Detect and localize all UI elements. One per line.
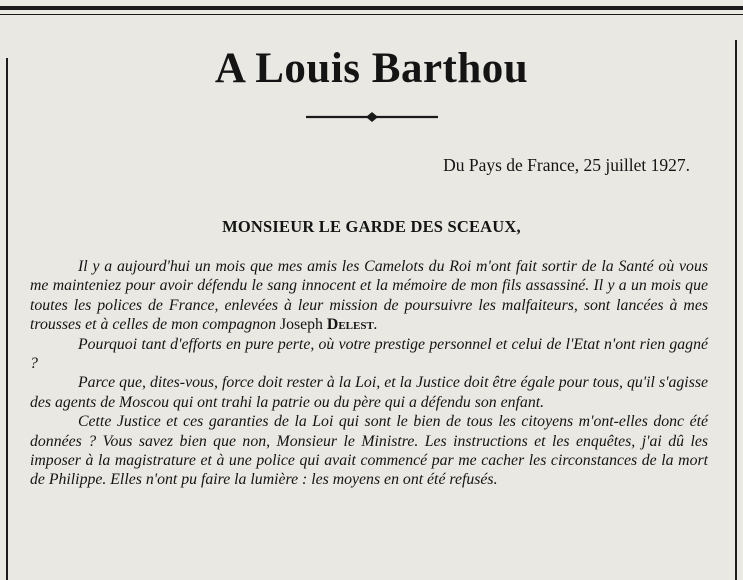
top-border-thick bbox=[0, 6, 743, 10]
person-first-name: Joseph bbox=[279, 316, 323, 334]
ornament-divider-icon bbox=[306, 110, 438, 124]
left-column-rule bbox=[6, 58, 8, 580]
top-border-thin bbox=[0, 14, 743, 15]
article-title: A Louis Barthou bbox=[214, 45, 529, 92]
paragraph-2: Pourquoi tant d'efforts en pure perte, où votre prestige personnel et celui de l'Etat n'ont rien gagné ? bbox=[30, 335, 708, 373]
right-column-rule bbox=[735, 40, 737, 580]
salutation: MONSIEUR LE GARDE DES SCEAUX, bbox=[222, 217, 521, 236]
paragraph-1-text: Il y a aujourd'hui un mois que mes amis les Camelots du Roi m'ont fait sortir de la Santé où vous me mainteniez pour avoir défendu le sang innocent et la mémoire de mon fils assassiné. Il y a un mois que toutes les polices de France, enlevées à leur mission de poursuivre les malfaiteurs, sont lancées à mes trousses et à celles de mon compagnon bbox=[30, 258, 708, 334]
paragraph-1-end: . bbox=[373, 316, 378, 334]
paragraph-1 bbox=[30, 257, 708, 335]
person-name bbox=[280, 316, 374, 333]
paragraph-3: Parce que, dites-vous, force doit rester à la Loi, et la Justice doit être égale pour tous, qu'il s'agisse des agents de Moscou qui ont trahi la patrie ou du père qui a défendu son enfant. bbox=[30, 374, 708, 411]
dateline: Du Pays de France, 25 juillet 1927. bbox=[443, 155, 690, 175]
paragraph-4: Cette Justice et ces garanties de la Loi qui sont le bien de tous les citoyens m'ont-elles donc été données ? Vous savez bien que non, Monsieur le Ministre. Les instructions et les enquêtes, j'ai dû les imposer à la magistrature et à une police qui avait commencé par me cacher les circonstances de la mort de Philippe. Elles n'ont pu faire la lumière : les moyens en ont été refusés. bbox=[30, 413, 708, 489]
letter-body bbox=[30, 257, 708, 490]
person-last-name: Delest bbox=[326, 316, 374, 334]
